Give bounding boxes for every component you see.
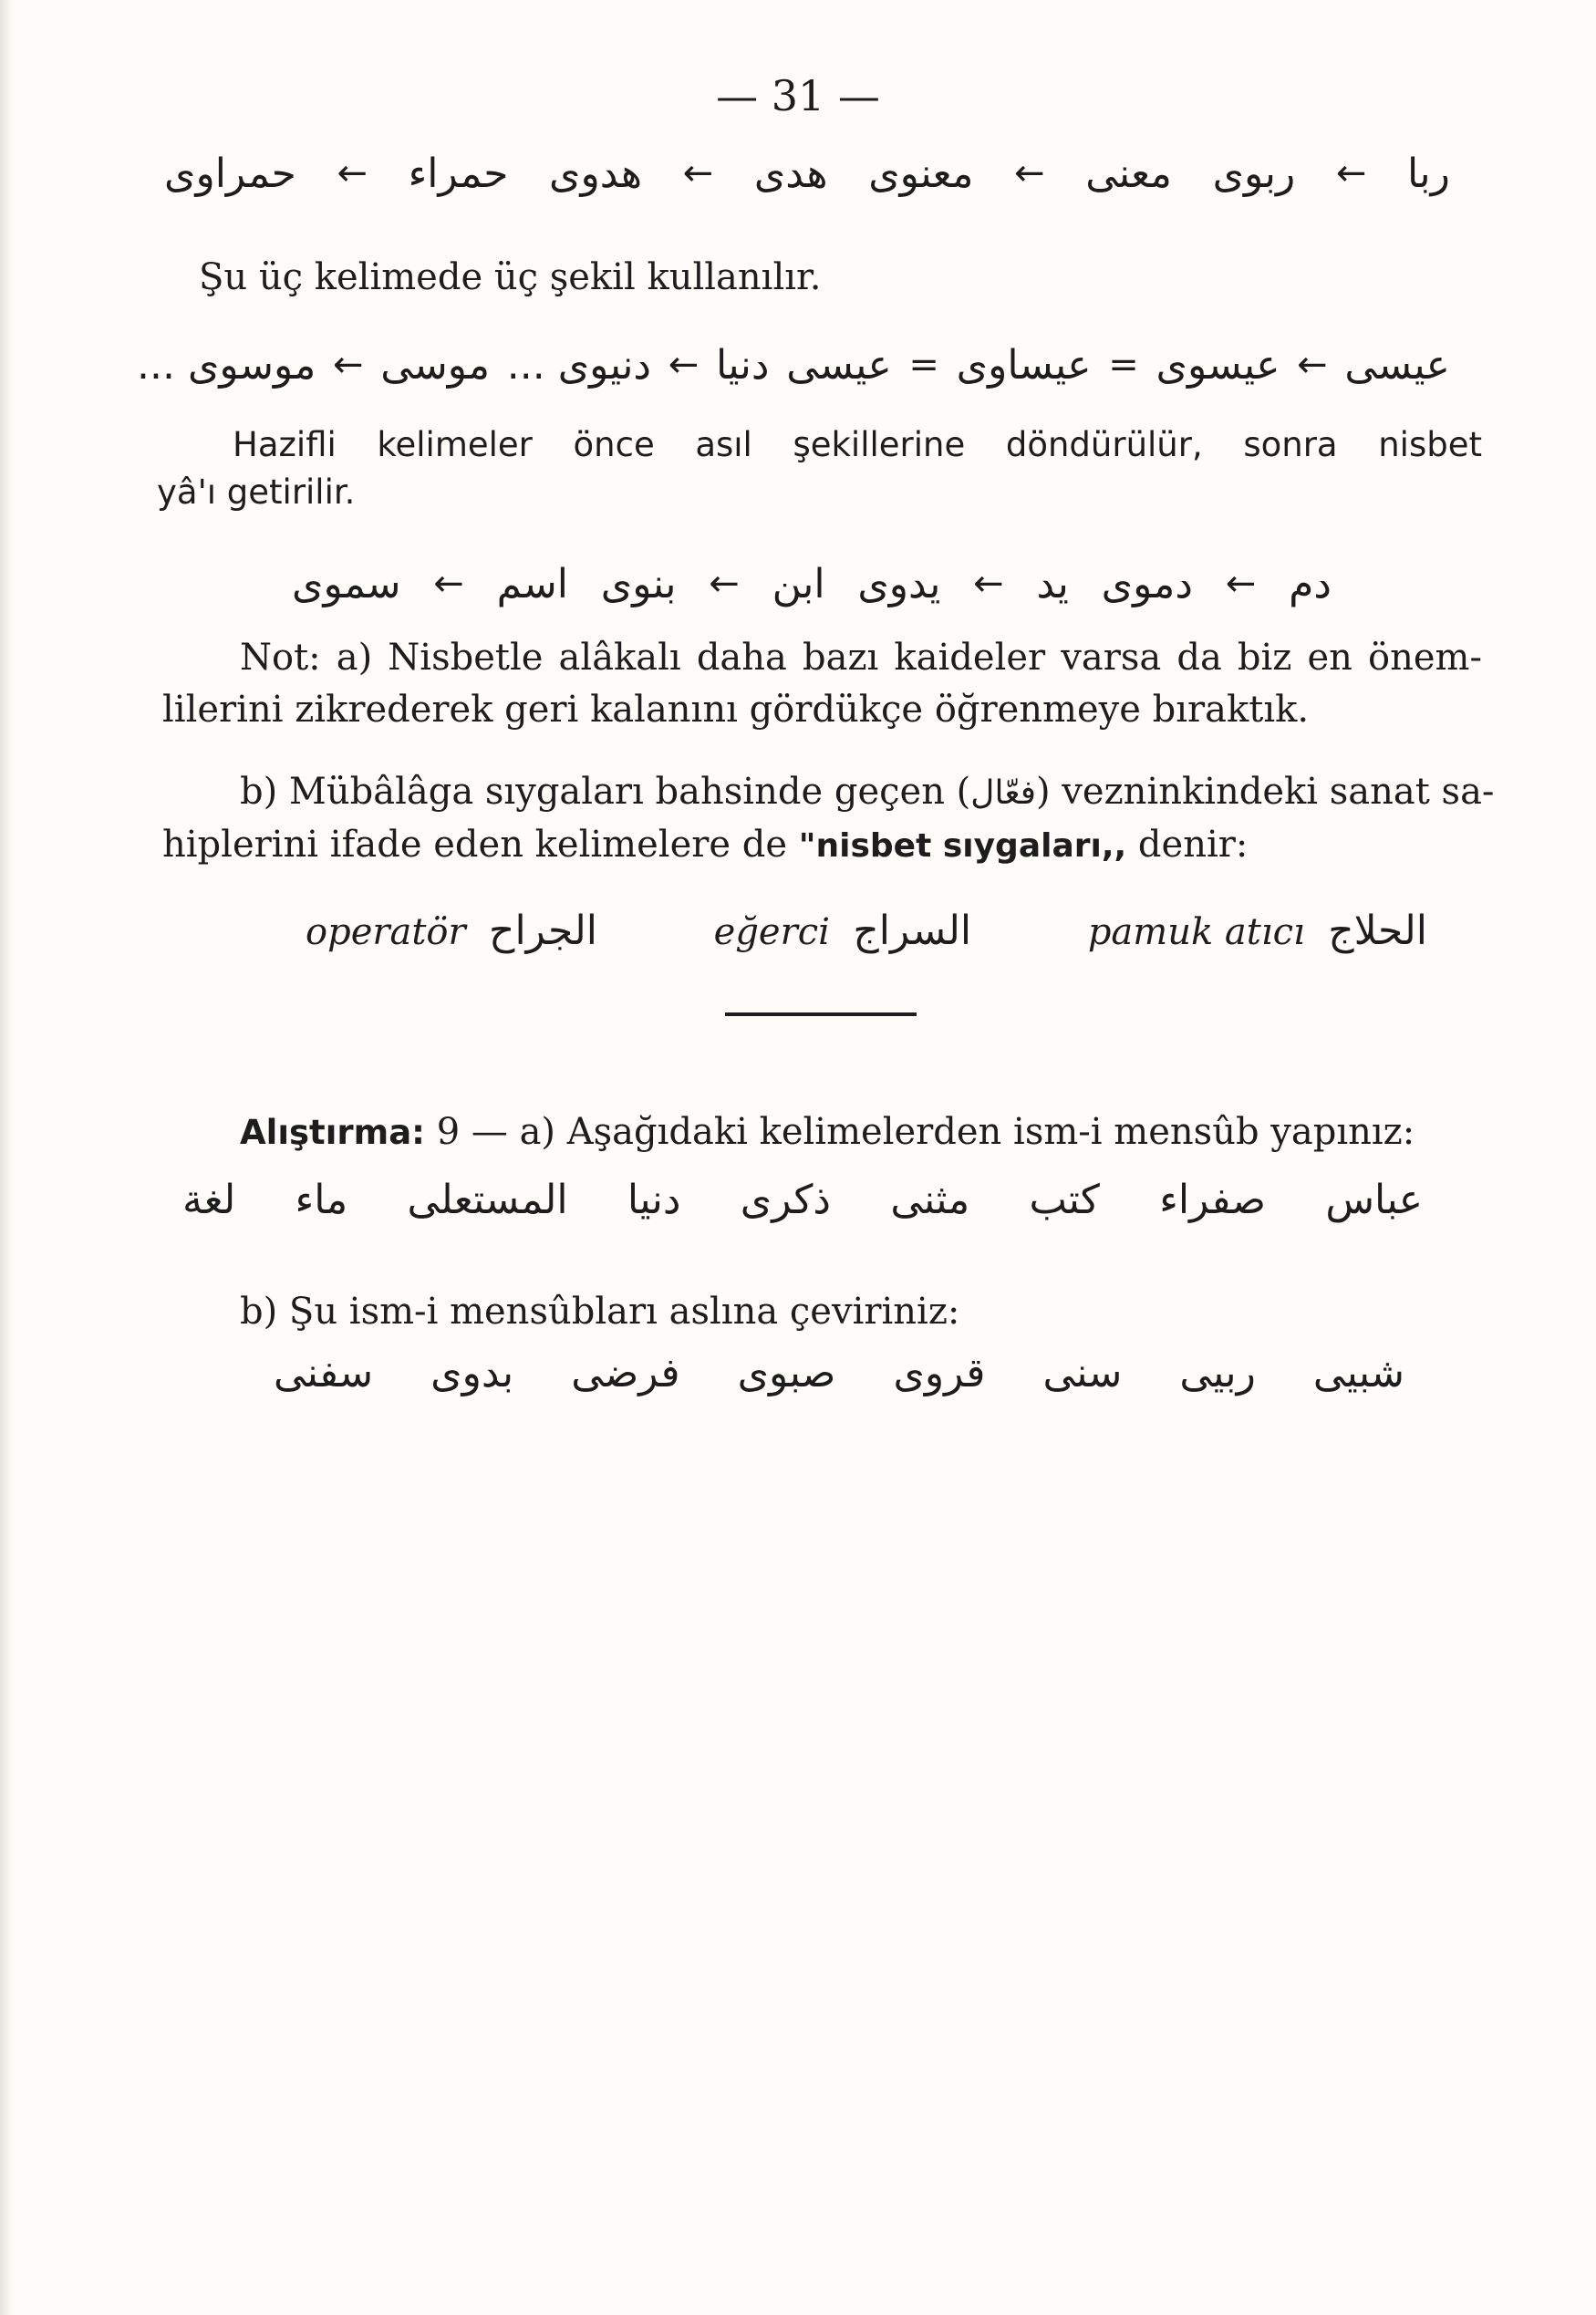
- row1-item-1: ←: [1335, 152, 1367, 194]
- row1-item-6: هدى: [753, 150, 828, 197]
- b-line-1-arabic: فعّال: [970, 774, 1036, 812]
- sentence-three-forms: Şu üç kelimede üç şekil kullanılır.: [199, 256, 822, 298]
- exercise-a-words: [182, 1177, 1423, 1223]
- row2-item-3: =: [1108, 344, 1139, 386]
- note-line-2: lilerini zikrederek geri kalanını gördükçe öğrenmeye bıraktık.: [162, 689, 1310, 731]
- note-line-1: Not: a) Nisbetle alâkalı daha bazı kaideler varsa da biz en önem-: [240, 637, 1482, 679]
- exercise-a-instruction: 9 — a) Aşağıdaki kelimelerden ism-i mensûb yapınız:: [436, 1111, 1415, 1153]
- page-number: — 31 —: [716, 71, 880, 120]
- row1-item-9: حمراء: [408, 150, 509, 197]
- row1-item-8: هدوى: [549, 150, 643, 197]
- row1-item-2: ربوى: [1212, 150, 1296, 197]
- row1-item-0: ربا: [1407, 150, 1450, 197]
- b-line-2-suffix: denir:: [1126, 824, 1249, 866]
- row2-item-5: =: [908, 344, 939, 386]
- row2-item-8: ←: [668, 344, 700, 386]
- exercise-b-word-0: شبيى: [1312, 1350, 1404, 1396]
- row3-item-2: دموى: [1101, 560, 1193, 607]
- row1-item-10: ←: [337, 152, 368, 194]
- paragraph-hazifli-line-2: yâ'ı getirilir.: [157, 472, 356, 512]
- exercise-a-word-1: صفراء: [1159, 1177, 1267, 1223]
- exercise-title: Alıştırma:: [240, 1113, 425, 1152]
- row2-item-6: عيسى: [786, 341, 892, 389]
- b-line-1: [240, 768, 1495, 817]
- exercise-a-word-5: دنيا: [627, 1177, 681, 1223]
- b-line-2-prefix: hiplerini ifade eden kelimelere de: [162, 824, 799, 866]
- b-line-1-prefix: b) Mübâlâga sıygaları bahsinde geçen (: [240, 771, 971, 813]
- row3-item-5: يدوى: [857, 560, 941, 607]
- exercise-a-word-2: كتب: [1029, 1177, 1100, 1223]
- row3-item-1: ←: [1225, 563, 1257, 605]
- row3-item-0: دم: [1289, 560, 1332, 607]
- exercise-a-word-6: المستعلى: [407, 1177, 568, 1223]
- row1-item-4: ←: [1014, 152, 1045, 194]
- row2-item-2: عيسوى: [1156, 341, 1280, 389]
- row3-item-8: بنوى: [600, 560, 677, 607]
- row2-item-11: ←: [333, 344, 364, 386]
- exercise-b-instruction: b) Şu ism-i mensûbları aslına çeviriniz:: [240, 1291, 960, 1333]
- row1-item-3: معنى: [1085, 150, 1172, 197]
- arabic-example-row-3: [292, 547, 1332, 620]
- row2-item-10: موسى: [380, 341, 491, 389]
- row3-item-11: سموى: [292, 560, 401, 607]
- exercise-a-word-0: عباس: [1325, 1177, 1423, 1223]
- row2-item-4: عيساوى: [956, 341, 1092, 389]
- section-divider: [725, 1012, 917, 1016]
- exercise-a-word-8: لغة: [182, 1177, 236, 1223]
- arabic-example-row-1: [164, 137, 1450, 210]
- exercise-a-word-7: ماء: [295, 1177, 348, 1223]
- row2-item-12: موسوى ...: [137, 341, 316, 389]
- b-line-2-bold: "nisbet sıygaları,,: [798, 827, 1127, 865]
- example-egerci: eğerci السراج: [713, 908, 972, 954]
- b-line-2: [162, 821, 1248, 870]
- exercise-heading: [240, 1108, 1415, 1157]
- exercise-b-word-5: فرضى: [571, 1350, 680, 1396]
- b-line-1-suffix: ) vezninkindeki sanat sa-: [1035, 771, 1495, 813]
- exercise-b-word-4: صبوى: [737, 1350, 836, 1396]
- row2-item-0: عيسى: [1344, 341, 1450, 389]
- scan-edge-shadow: [0, 0, 13, 2315]
- arabic-example-row-2: [137, 328, 1450, 401]
- row3-item-3: يد: [1036, 560, 1069, 607]
- row2-item-9: دنيوى ...: [506, 341, 652, 389]
- example-operator: operatör الجراح: [306, 908, 597, 954]
- exercise-a-word-4: ذكرى: [740, 1177, 832, 1223]
- row3-item-7: ←: [709, 563, 740, 605]
- exercise-a-word-3: مثنى: [890, 1177, 970, 1223]
- exercise-b-word-6: بدوى: [430, 1350, 514, 1396]
- row1-item-5: معنوى: [868, 150, 974, 197]
- exercise-b-words: [274, 1350, 1404, 1396]
- example-pamuk-atici: pamuk atıcı الحلاج: [1087, 908, 1427, 954]
- exercise-b-word-2: سنى: [1042, 1350, 1123, 1396]
- row1-item-7: ←: [682, 152, 714, 194]
- examples-line: [306, 908, 1427, 956]
- row3-item-9: اسم: [496, 560, 568, 607]
- exercise-b-word-1: ربيى: [1179, 1350, 1256, 1396]
- row2-item-7: دنيا: [715, 341, 770, 389]
- row3-item-4: ←: [973, 563, 1004, 605]
- row3-item-6: ابن: [772, 560, 825, 607]
- exercise-b-word-3: قروى: [893, 1350, 986, 1396]
- paragraph-hazifli-line-1: Hazifli kelimeler önce asıl şekillerine döndürülür, sonra nisbet: [233, 425, 1482, 464]
- row3-item-10: ←: [433, 563, 464, 605]
- row2-item-1: ←: [1297, 344, 1328, 386]
- exercise-b-word-7: سفنى: [274, 1350, 374, 1396]
- row1-item-11: حمراوى: [164, 150, 296, 197]
